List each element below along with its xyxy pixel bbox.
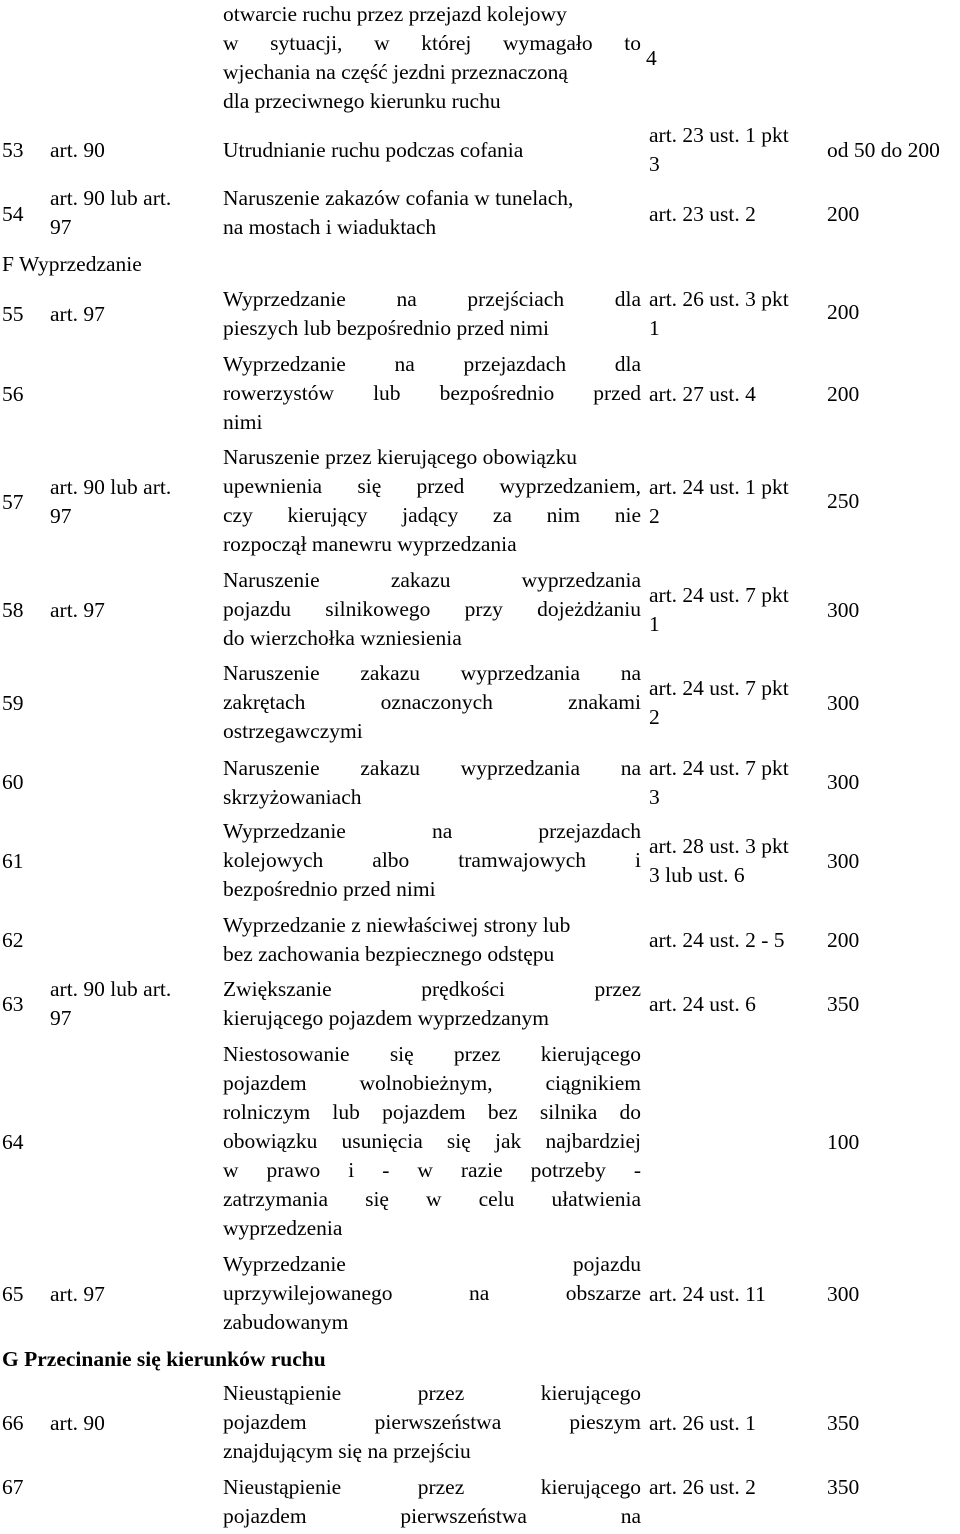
- ref-line: 3 lub ust. 6: [649, 863, 745, 887]
- row-reference: [649, 832, 789, 890]
- desc-line: upewnienia się przed wyprzedzaniem,: [223, 474, 641, 498]
- row-number: 57: [2, 490, 24, 514]
- row-number: 59: [2, 691, 24, 715]
- desc-line: na mostach i wiaduktach: [223, 215, 437, 239]
- desc-line: Naruszenie przez kierującego obowiązku: [223, 445, 577, 469]
- ref-line: 1: [649, 612, 660, 636]
- row-desc: [223, 1473, 641, 1531]
- desc-line: pojazdem pierwszeństwa pieszym: [223, 1410, 641, 1434]
- desc-line: pojazdu silnikowego przy dojeżdżaniu: [223, 597, 641, 621]
- desc-line: zabudowanym: [223, 1310, 349, 1334]
- article-text: art. 90 lub art.: [50, 186, 172, 210]
- article-line: 97: [50, 1006, 72, 1030]
- desc-line: zakrętach oznaczonych znakami: [223, 690, 641, 714]
- row-desc: [223, 754, 641, 812]
- desc-line: wjechania na część jezdni przeznaczoną: [223, 60, 568, 84]
- row-fine: 300: [827, 1282, 860, 1306]
- row-desc: [223, 184, 641, 242]
- row-fine: 200: [827, 300, 860, 324]
- row-reference: art. 24 ust. 2 - 5: [649, 928, 785, 952]
- row-fine: 300: [827, 849, 860, 873]
- row-desc: [223, 1379, 641, 1466]
- ref-line: 2: [649, 705, 660, 729]
- desc-line: Nieustąpienie przez kierującego: [223, 1381, 641, 1405]
- article-line: art. 90 lub art.: [50, 475, 172, 499]
- row-fine: 200: [827, 202, 860, 226]
- article-line: 97: [50, 504, 72, 528]
- row-number: 63: [2, 992, 24, 1016]
- desc-line: wyprzedzenia: [223, 1216, 343, 1240]
- ref-line: 3: [649, 152, 660, 176]
- row-number: 56: [2, 382, 24, 406]
- desc-line: kolejowych albo tramwajowych i: [223, 848, 641, 872]
- row-fine: 350: [827, 1411, 860, 1435]
- desc-line: Utrudnianie ruchu podczas cofania: [223, 138, 524, 162]
- article-line: art. 90 lub art.: [50, 977, 172, 1001]
- desc-line: pojazdem pierwszeństwa na: [223, 1504, 641, 1528]
- desc-line: nimi: [223, 410, 263, 434]
- row-fine: 200: [827, 928, 860, 952]
- ref-line: art. 26 ust. 3 pkt: [649, 287, 789, 311]
- row-number: 58: [2, 598, 24, 622]
- row-desc: [223, 285, 641, 343]
- ref-line: art. 28 ust. 3 pkt: [649, 834, 789, 858]
- row-fine: 350: [827, 1475, 860, 1499]
- section-heading: G Przecinanie się kierunków ruchu: [2, 1347, 326, 1371]
- ref-line: 3: [649, 785, 660, 809]
- row-fine: 300: [827, 598, 860, 622]
- row-number: 62: [2, 928, 24, 952]
- row-number: 66: [2, 1411, 24, 1435]
- row-desc: [223, 350, 641, 437]
- row-fine: 250: [827, 489, 860, 513]
- row-reference: art. 27 ust. 4: [649, 382, 756, 406]
- desc-line: kierującego pojazdem wyprzedzanym: [223, 1006, 549, 1030]
- section-heading: F Wyprzedzanie: [2, 252, 142, 276]
- row-article: art. 97: [50, 1282, 105, 1306]
- ref-line: art. 24 ust. 7 pkt: [649, 583, 789, 607]
- row-number: 61: [2, 849, 24, 873]
- points-value: 4: [646, 46, 657, 70]
- desc-line: Wyprzedzanie z niewłaściwej strony lub: [223, 913, 571, 937]
- row-desc: [223, 659, 641, 746]
- row-fine: 100: [827, 1130, 860, 1154]
- article-line: [50, 184, 218, 213]
- desc-line: skrzyżowaniach: [223, 785, 362, 809]
- row-desc: [223, 1040, 641, 1243]
- ref-line: 1: [649, 316, 660, 340]
- desc-line: Naruszenie zakazu wyprzedzania na: [223, 756, 641, 780]
- row-desc: [223, 443, 641, 559]
- desc-line: dla przeciwnego kierunku ruchu: [223, 89, 501, 113]
- ref-line: art. 23 ust. 1 pkt: [649, 123, 789, 147]
- desc-line: otwarcie ruchu przez przejazd kolejowy: [223, 2, 567, 26]
- row-fine: 350: [827, 992, 860, 1016]
- desc-line: obowiązku usunięcia się jak najbardziej: [223, 1129, 641, 1153]
- desc-line: znajdującym się na przejściu: [223, 1439, 471, 1463]
- row-reference: [649, 473, 789, 531]
- row-article: [50, 184, 218, 242]
- desc-line: uprzywilejowanego na obszarze: [223, 1281, 641, 1305]
- row-fine: od 50 do 200: [827, 138, 940, 162]
- desc-line: ostrzegawczymi: [223, 719, 363, 743]
- desc-line: Wyprzedzanie na przejazdach dla: [223, 352, 641, 376]
- row-number: 67: [2, 1475, 24, 1499]
- desc-line: rozpoczął manewru wyprzedzania: [223, 532, 517, 556]
- row-reference: [649, 121, 789, 179]
- desc-line: bezpośrednio przed nimi: [223, 877, 436, 901]
- row-desc: [223, 136, 641, 165]
- row-fine: 200: [827, 382, 860, 406]
- row-reference: art. 24 ust. 6: [649, 992, 756, 1016]
- row-reference: [649, 754, 789, 812]
- row-number: 60: [2, 770, 24, 794]
- row-article: art. 97: [50, 598, 105, 622]
- row-number: 65: [2, 1282, 24, 1306]
- desc-line: czy kierujący jadący za nim nie: [223, 503, 641, 527]
- row-reference: art. 26 ust. 2: [649, 1475, 756, 1499]
- row-desc: [223, 911, 641, 969]
- desc-line: w prawo i - w razie potrzeby -: [223, 1158, 641, 1182]
- row-article: [50, 975, 171, 1033]
- desc-line: Naruszenie zakazu wyprzedzania: [223, 568, 641, 592]
- desc-line: Nieustąpienie przez kierującego: [223, 1475, 641, 1499]
- row-desc: [223, 817, 641, 904]
- desc-line: rowerzystów lub bezpośrednio przed: [223, 381, 641, 405]
- ref-line: art. 24 ust. 1 pkt: [649, 475, 789, 499]
- desc-line: Zwiększanie prędkości przez: [223, 977, 641, 1001]
- row-reference: [649, 674, 789, 732]
- desc-line: Naruszenie zakazów cofania w tunelach,: [223, 186, 574, 210]
- desc-line: pojazdem wolnobieżnym, ciągnikiem: [223, 1071, 641, 1095]
- row-desc: [223, 566, 641, 653]
- desc-line: Niestosowanie się przez kierującego: [223, 1042, 641, 1066]
- desc-line: zatrzymania się w celu ułatwienia: [223, 1187, 641, 1211]
- row-article: [50, 473, 171, 531]
- desc-line: Wyprzedzanie pojazdu: [223, 1252, 641, 1276]
- article-line: 97: [50, 215, 72, 239]
- row-number: 54: [2, 202, 24, 226]
- desc-line: Naruszenie zakazu wyprzedzania na: [223, 661, 641, 685]
- row-number: 53: [2, 138, 24, 162]
- row-desc: [223, 0, 641, 116]
- row-desc: [223, 1250, 641, 1337]
- row-reference: [649, 581, 789, 639]
- row-reference: art. 26 ust. 1: [649, 1411, 756, 1435]
- desc-line: do wierzchołka wzniesienia: [223, 626, 462, 650]
- row-article: art. 97: [50, 302, 105, 326]
- desc-line: rolniczym lub pojazdem bez silnika do: [223, 1100, 641, 1124]
- row-fine: 300: [827, 770, 860, 794]
- desc-line: Wyprzedzanie na przejściach dla: [223, 287, 641, 311]
- row-number: 55: [2, 302, 24, 326]
- row-reference: [649, 285, 789, 343]
- ref-line: 2: [649, 504, 660, 528]
- row-article: art. 90: [50, 1411, 105, 1435]
- desc-line: w sytuacji, w której wymagało to: [223, 31, 641, 55]
- row-fine: 300: [827, 691, 860, 715]
- desc-line: bez zachowania bezpiecznego odstępu: [223, 942, 555, 966]
- row-reference: art. 24 ust. 11: [649, 1282, 766, 1306]
- ref-line: art. 24 ust. 7 pkt: [649, 756, 789, 780]
- row-desc: [223, 975, 641, 1033]
- row-reference: art. 23 ust. 2: [649, 202, 756, 226]
- desc-line: Wyprzedzanie na przejazdach: [223, 819, 641, 843]
- ref-line: art. 24 ust. 7 pkt: [649, 676, 789, 700]
- desc-line: pieszych lub bezpośrednio przed nimi: [223, 316, 549, 340]
- row-number: 64: [2, 1130, 24, 1154]
- row-article: art. 90: [50, 138, 105, 162]
